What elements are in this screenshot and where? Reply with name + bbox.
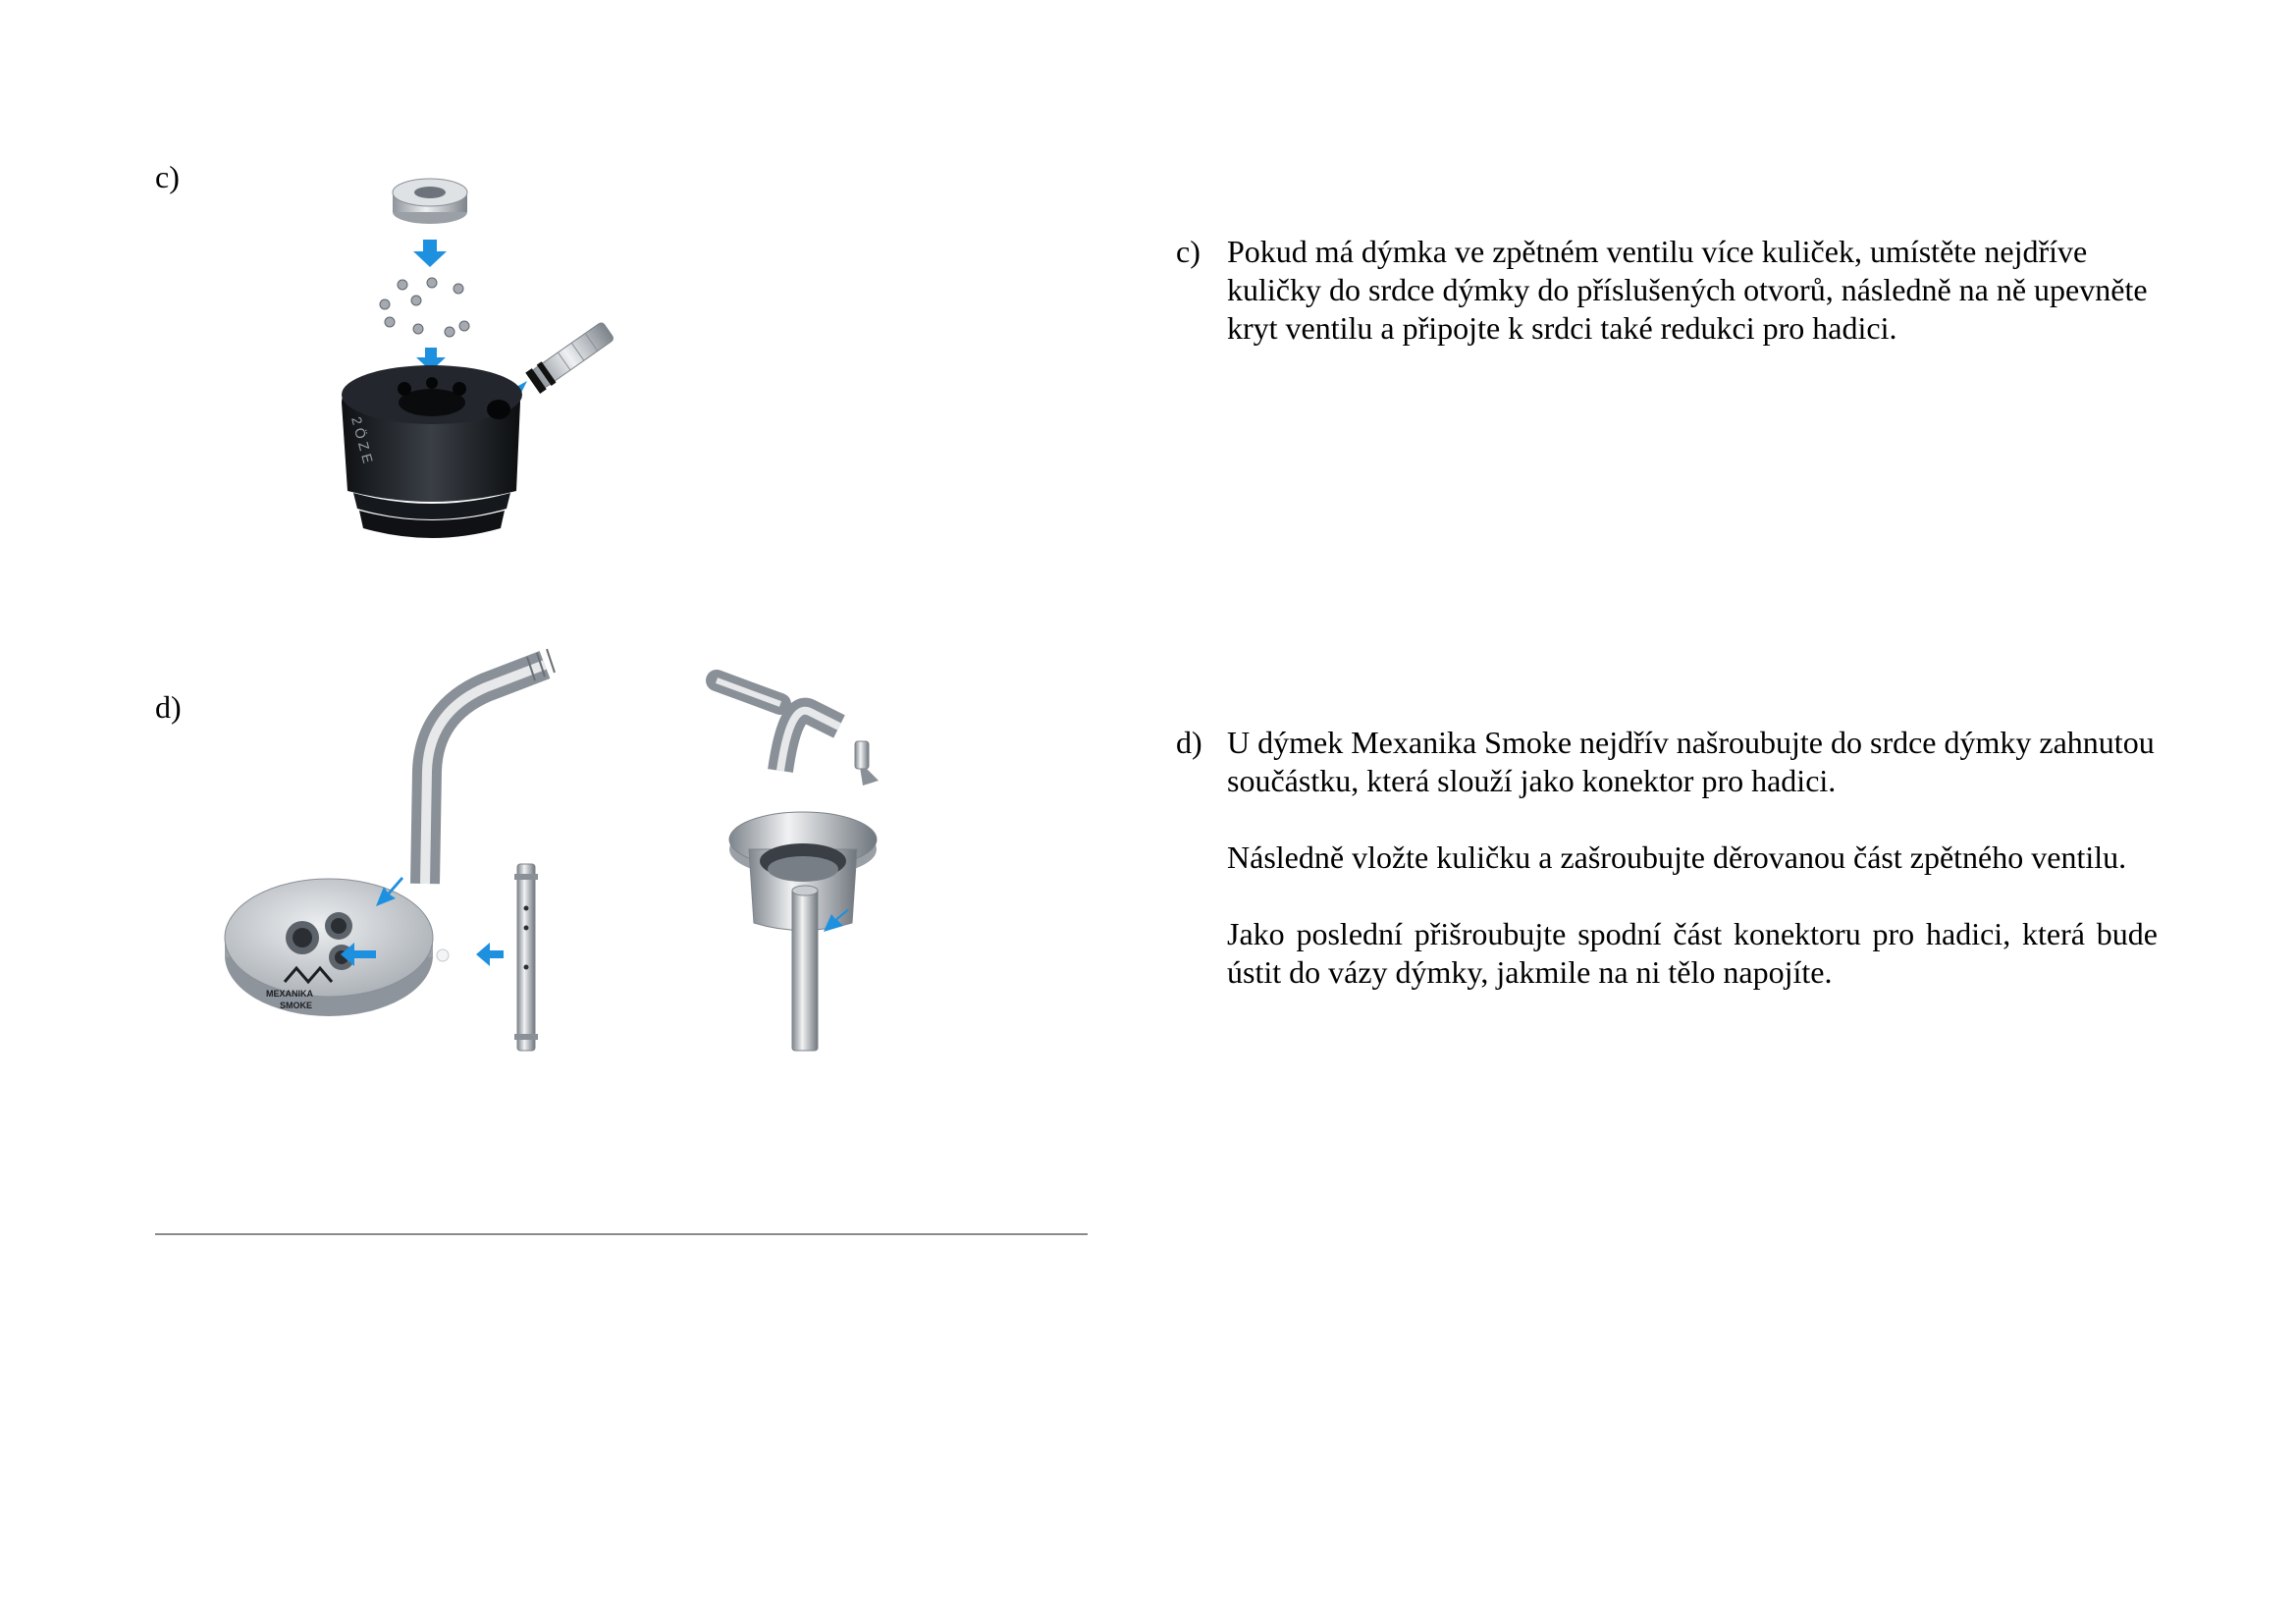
hookah-heart <box>342 365 522 538</box>
balls <box>380 278 469 337</box>
figure-d-image <box>211 643 1065 1065</box>
instruction-d-text-3: Jako poslední přišroubujte spodní část konektoru pro hadici, která bude ústit do vázy dýmky, jakmile na ni tělo napojíte. <box>1227 916 2158 990</box>
figure-c-label: c) <box>155 159 180 194</box>
perforated-tube <box>514 864 538 1051</box>
straight-tube <box>792 886 818 1051</box>
instruction-d <box>1176 724 2158 992</box>
instruction-d-marker: d) <box>1176 725 1202 760</box>
hose-adapter <box>525 320 615 394</box>
logo-line-2: SMOKE <box>280 1001 313 1010</box>
heart-badge-text: 2 Ö Z E <box>348 414 377 465</box>
instruction-d-text-2: Následně vložte kuličku a zašroubujte děrovanou část zpětného ventilu. <box>1227 839 2127 875</box>
valve-cover <box>393 179 467 224</box>
divider-line <box>155 1233 1088 1235</box>
ball <box>437 949 449 961</box>
base-plate <box>225 879 433 1016</box>
instruction-c-marker: c) <box>1176 234 1201 269</box>
instruction-c <box>1176 233 2158 348</box>
bent-pipe <box>425 665 545 884</box>
logo-line-1: MEXANIKA <box>266 989 314 999</box>
instruction-c-text: Pokud má dýmka ve zpětném ventilu více kuliček, umístěte nejdříve kuličky do srdce dýmky do příslušených otvorů, následně na ně upevněte kryt ventilu a připojte k srdci také redukci pro hadici. <box>1227 234 2148 346</box>
instruction-d-text-1: U dýmek Mexanika Smoke nejdřív našroubujte do srdce dýmky zahnutou součástku, která slouží jako konektor pro hadici. <box>1227 725 2155 798</box>
arrow-left-icon <box>476 943 504 966</box>
figure-c-image <box>324 167 648 560</box>
arrow-down-icon <box>413 240 447 267</box>
figure-d-label: d) <box>155 689 182 725</box>
